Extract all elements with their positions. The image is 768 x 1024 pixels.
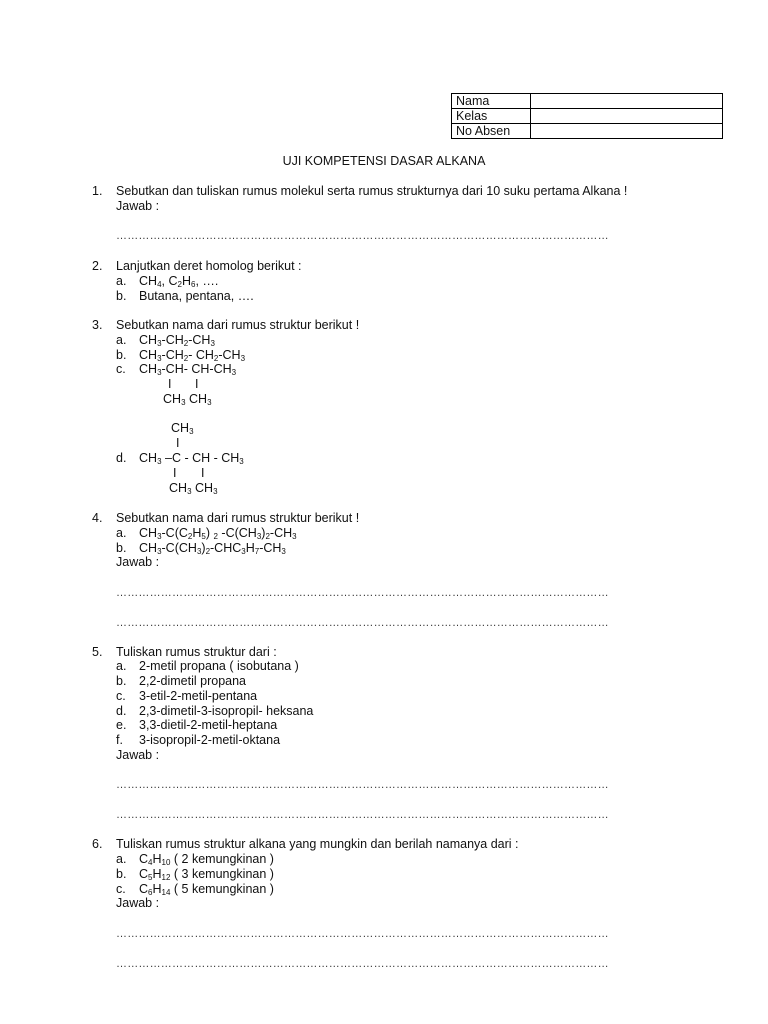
q3-b-formula: $CH_3-CH_2-$ $CH_2-CH_3$	[139, 348, 246, 363]
q3-d-label: d.	[116, 451, 127, 465]
substituent-methyl: $CH_3$ $CH_3$	[169, 481, 218, 496]
identity-value-field[interactable]	[531, 109, 723, 124]
identity-row-absen	[452, 124, 723, 139]
q6-number: 6.	[92, 837, 103, 851]
q6-jawab: Jawab :	[116, 896, 160, 910]
bond-line: I	[195, 377, 199, 391]
bond-line: I	[201, 466, 205, 480]
identity-value-field[interactable]	[531, 124, 723, 139]
q5-item-text: 2-metil propana ( isobutana )	[139, 659, 299, 673]
q2-number: 2.	[92, 259, 103, 273]
answer-line: ……………………………………………………………………………………………………………………	[116, 230, 609, 242]
q4-jawab: Jawab :	[116, 555, 160, 569]
identity-row-kelas	[452, 109, 723, 124]
answer-line: ……………………………………………………………………………………………………………………	[116, 587, 609, 599]
q5-item-text: 3,3-dietil-2-metil-heptana	[139, 718, 278, 732]
bond-line: I	[176, 436, 180, 450]
q3-d-formula: $CH_3$ –C - CH - $CH_3$	[139, 451, 244, 466]
answer-line: ……………………………………………………………………………………………………………………	[116, 779, 609, 791]
answer-line: ……………………………………………………………………………………………………………………	[116, 958, 609, 970]
identity-label: Nama	[452, 94, 531, 109]
q6-b-formula: $C_5H_{12}$ ( 3 kemungkinan )	[139, 867, 274, 882]
q5-text: Tuliskan rumus struktur dari :	[116, 645, 277, 659]
q3-a-formula: $CH_3-CH_2-CH_3$	[139, 333, 215, 348]
bond-line: I	[173, 466, 177, 480]
q4-number: 4.	[92, 511, 103, 525]
q3-a-label: a.	[116, 333, 127, 347]
q2-b-text: Butana, pentana, ….	[139, 289, 254, 303]
q5-number: 5.	[92, 645, 103, 659]
q2-text: Lanjutkan deret homolog berikut :	[116, 259, 302, 273]
q1-number: 1.	[92, 184, 103, 198]
q3-b-label: b.	[116, 348, 127, 362]
q3-number: 3.	[92, 318, 103, 332]
identity-label: No Absen	[452, 124, 531, 139]
q2-a-label: a.	[116, 274, 127, 288]
page-title: UJI KOMPETENSI DASAR ALKANA	[282, 154, 486, 168]
q1-text: Sebutkan dan tuliskan rumus molekul serta rumus strukturnya dari 10 suku pertama Alkana !	[116, 184, 628, 198]
q4-text: Sebutkan nama dari rumus struktur berikut !	[116, 511, 360, 525]
q5-item-text: 3-etil-2-metil-pentana	[139, 689, 258, 703]
answer-line: ……………………………………………………………………………………………………………………	[116, 809, 609, 821]
identity-row-nama	[452, 94, 723, 109]
q6-c-label: c.	[116, 882, 126, 896]
q5-item-label: c.	[116, 689, 126, 703]
q6-a-label: a.	[116, 852, 127, 866]
q5-item-text: 2,2-dimetil propana	[139, 674, 247, 688]
identity-table	[451, 93, 723, 139]
q6-a-formula: $C_4H_{10}$ ( 2 kemungkinan )	[139, 852, 274, 867]
q6-b-label: b.	[116, 867, 127, 881]
identity-value-field[interactable]	[531, 94, 723, 109]
q4-a-formula: $CH_3-C(C_2H_5)$ $_2$ $-C(CH_3)_2-CH_3$	[139, 526, 297, 541]
q4-b-label: b.	[116, 541, 127, 555]
q2-b-label: b.	[116, 289, 127, 303]
q5-item-label: d.	[116, 704, 127, 718]
substituent-methyl: $CH_3$ $CH_3$	[163, 392, 212, 407]
substituent-methyl: $CH_3$	[171, 421, 194, 436]
identity-label: Kelas	[452, 109, 531, 124]
answer-line: ……………………………………………………………………………………………………………………	[116, 617, 609, 629]
q3-c-label: c.	[116, 362, 126, 376]
answer-line: ……………………………………………………………………………………………………………………	[116, 928, 609, 940]
q4-b-formula: $CH_3-C(CH_3)_2-CHC_3H_7-CH_3$	[139, 541, 286, 556]
q4-a-label: a.	[116, 526, 127, 540]
q5-item-label: e.	[116, 718, 127, 732]
q6-c-formula: $C_6H_{14}$ ( 5 kemungkinan )	[139, 882, 274, 897]
q5-item-text: 2,3-dimetil-3-isopropil- heksana	[139, 704, 314, 718]
q5-item-label: a.	[116, 659, 127, 673]
q5-item-label: f.	[116, 733, 123, 747]
q3-c-formula: $CH_3-CH-$ $CH-CH_3$	[139, 362, 237, 377]
q1-jawab: Jawab :	[116, 199, 160, 213]
q5-item-label: b.	[116, 674, 127, 688]
q6-text: Tuliskan rumus struktur alkana yang mungkin dan berilah namanya dari :	[116, 837, 519, 851]
q3-text: Sebutkan nama dari rumus struktur berikut !	[116, 318, 360, 332]
bond-line: I	[168, 377, 172, 391]
q5-jawab: Jawab :	[116, 748, 160, 762]
q2-a-formula: $CH_4$, $C_2H_6$, ….	[139, 274, 219, 289]
q5-item-text: 3-isopropil-2-metil-oktana	[139, 733, 281, 747]
